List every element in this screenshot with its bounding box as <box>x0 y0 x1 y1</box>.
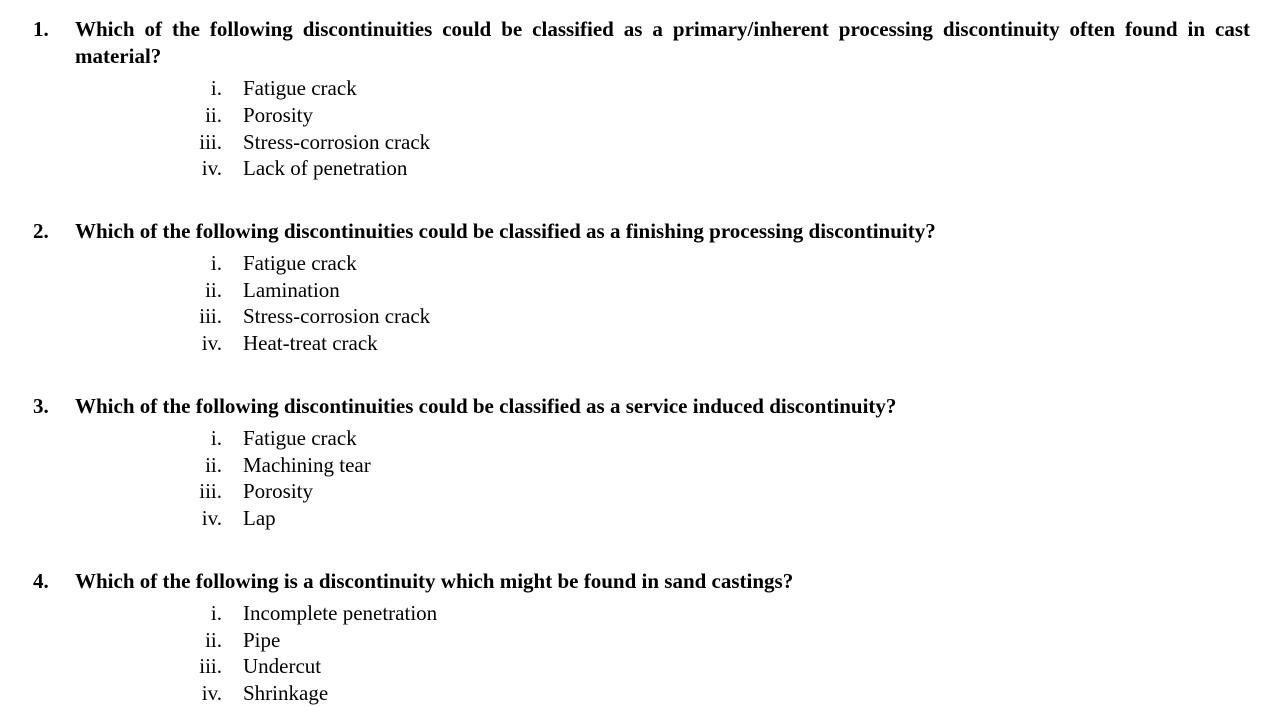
option-number: ii. <box>205 278 222 302</box>
question-number: 3. <box>33 394 49 418</box>
option-number: iii. <box>199 304 222 328</box>
option-item <box>0 330 700 357</box>
option-text: Lap <box>243 506 276 530</box>
option-text: Heat-treat crack <box>243 331 378 355</box>
question-text: Which of the following discontinuities could be classified as a service induced discontinuity? <box>75 394 897 418</box>
option-item <box>0 505 700 532</box>
option-text: Stress-corrosion crack <box>243 304 431 328</box>
option-number: iii. <box>199 130 222 154</box>
option-number: iv. <box>201 331 222 355</box>
option-text: Lamination <box>243 278 340 302</box>
question-number: 4. <box>33 569 49 593</box>
option-text: Porosity <box>243 479 314 503</box>
option-text: Machining tear <box>243 453 371 477</box>
option-item <box>0 627 700 654</box>
option-number: ii. <box>205 628 222 652</box>
option-number: i. <box>210 601 222 625</box>
question-text: Which of the following is a discontinuity which might be found in sand castings? <box>75 569 794 593</box>
option-item <box>0 303 700 330</box>
option-text: Fatigue crack <box>243 251 357 275</box>
option-text: Porosity <box>243 103 314 127</box>
option-text: Lack of penetration <box>243 156 408 180</box>
option-item <box>0 600 700 627</box>
option-item <box>0 680 700 707</box>
option-item <box>0 155 700 182</box>
option-text: Incomplete penetration <box>243 601 438 625</box>
question-number: 1. <box>33 17 49 41</box>
option-item <box>0 250 700 277</box>
question-text: Which of the following discontinuities could be classified as a primary/inherent processing discontinuity often found in cast material? <box>75 17 1250 68</box>
question-number: 2. <box>33 219 49 243</box>
option-number: i. <box>210 76 222 100</box>
option-text: Undercut <box>243 654 322 678</box>
option-text: Shrinkage <box>243 681 329 705</box>
option-item <box>0 425 700 452</box>
option-item <box>0 653 700 680</box>
option-number: iv. <box>201 681 222 705</box>
option-number: i. <box>210 251 222 275</box>
option-text: Fatigue crack <box>243 76 357 100</box>
option-number: ii. <box>205 103 222 127</box>
option-number: iv. <box>201 156 222 180</box>
option-number: iv. <box>201 506 222 530</box>
question-text: Which of the following discontinuities could be classified as a finishing processing discontinuity? <box>75 219 936 243</box>
option-number: i. <box>210 426 222 450</box>
option-text: Pipe <box>243 628 281 652</box>
option-item <box>0 478 700 505</box>
option-item <box>0 277 700 304</box>
option-number: iii. <box>199 479 222 503</box>
option-number: iii. <box>199 654 222 678</box>
option-item <box>0 102 700 129</box>
option-number: ii. <box>205 453 222 477</box>
option-text: Stress-corrosion crack <box>243 130 431 154</box>
option-item <box>0 75 700 102</box>
option-text: Fatigue crack <box>243 426 357 450</box>
option-item <box>0 129 700 156</box>
option-item <box>0 452 700 479</box>
